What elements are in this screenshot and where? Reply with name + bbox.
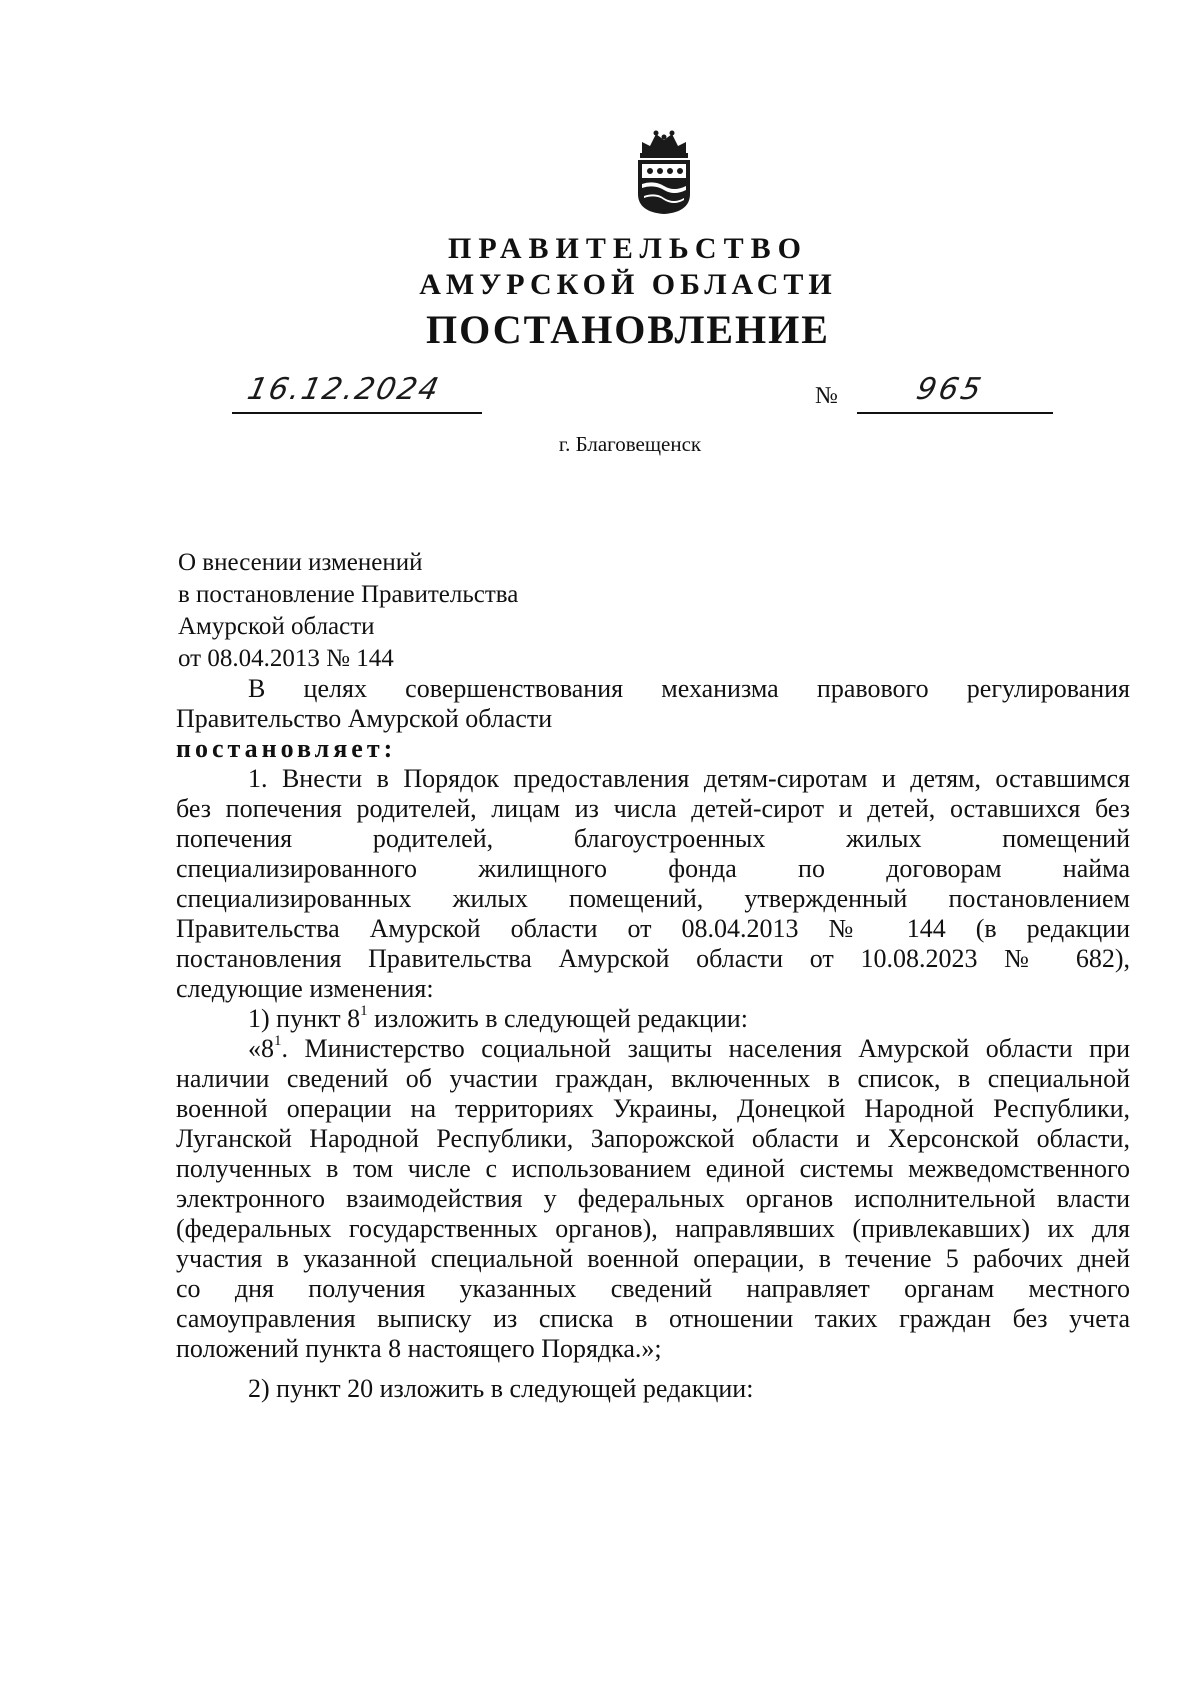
paragraph-line: попечения родителей, благоустроенных жилых помещений (176, 824, 1130, 853)
item-1 (176, 1004, 1130, 1034)
document-subject (178, 547, 518, 675)
paragraph-line: специализированного жилищного фонда по договорам найма (176, 854, 1130, 883)
item-1-superscript: 1 (360, 1003, 368, 1020)
quote-last-line: положений пункта 8 настоящего Порядка.»; (176, 1334, 662, 1363)
quote-line: (федеральных государственных органов), направлявших (привлекавших) их для (176, 1214, 1130, 1243)
quote-line: со дня получения указанных сведений направляет органам местного (176, 1274, 1130, 1303)
document-type-title: ПОСТАНОВЛЕНИЕ (426, 307, 830, 352)
preamble-line: В целях совершенствования механизма правового регулирования (248, 674, 1130, 703)
amur-oblast-coat-of-arms-icon (628, 128, 700, 216)
quoted-amendment (176, 1034, 1130, 1364)
organization-name-line2: АМУРСКОЙ ОБЛАСТИ (419, 268, 837, 301)
quote-first-line (176, 1034, 1130, 1064)
handwritten-date: 16.12.2024 (244, 372, 444, 407)
subject-line: в постановление Правительства (178, 581, 519, 608)
paragraph-line: следующие изменения: (176, 974, 434, 1003)
paragraph-line: без попечения родителей, лицам из числа детей-сирот и детей, оставшихся без (176, 794, 1130, 823)
preamble (176, 674, 1130, 764)
paragraph-line: Правительства Амурской области от 08.04.2013 № 144 (в редакции (176, 914, 1130, 943)
number-field (857, 372, 1053, 414)
resolves-word: постановляет: (176, 734, 397, 763)
date-field (232, 372, 482, 414)
quote-line: самоуправления выписку из списка в отношении таких граждан без учета (176, 1304, 1130, 1333)
quote-line: наличии сведений об участии граждан, включенных в список, в специальной (176, 1064, 1130, 1093)
organization-name-line1: ПРАВИТЕЛЬСТВО (448, 232, 808, 265)
paragraph-line: специализированных жилых помещений, утвержденный постановлением (176, 884, 1130, 913)
paragraph-1 (176, 764, 1130, 1004)
quote-line: полученных в том числе с использованием единой системы межведомственного (176, 1154, 1130, 1183)
quote-line: электронного взаимодействия у федеральных органов исполнительной власти (176, 1184, 1130, 1213)
item-1-prefix: 1) пункт 8 (248, 1004, 361, 1033)
item-2 (176, 1374, 1130, 1404)
paragraph-line: 1. Внести в Порядок предоставления детям-сиротам и детям, оставшимся (248, 764, 1130, 793)
handwritten-number: 965 (913, 372, 987, 407)
number-label: № (815, 383, 838, 409)
quote-first-rest: . Министерство социальной защиты населения Амурской области при (281, 1034, 1130, 1063)
subject-line: Амурской области (178, 613, 375, 640)
city-line: г. Благовещенск (558, 432, 702, 456)
quote-line: участия в указанной специальной военной операции, в течение 5 рабочих дней (176, 1244, 1130, 1273)
subject-line: О внесении изменений (178, 549, 423, 576)
item-1-line (176, 1004, 1130, 1034)
item-2-line: 2) пункт 20 изложить в следующей редакции: (248, 1374, 754, 1403)
item-1-suffix: изложить в следующей редакции: (367, 1004, 748, 1033)
subject-line: от 08.04.2013 № 144 (178, 645, 394, 672)
quote-line: Луганской Народной Республики, Запорожской области и Херсонской области, (176, 1124, 1130, 1153)
preamble-line: Правительство Амурской области (176, 704, 553, 733)
quote-superscript: 1 (274, 1033, 282, 1050)
quote-line: военной операции на территориях Украины, Донецкой Народной Республики, (176, 1094, 1130, 1123)
quote-open: «8 (248, 1034, 274, 1063)
paragraph-line: постановления Правительства Амурской области от 10.08.2023 № 682), (176, 944, 1130, 973)
